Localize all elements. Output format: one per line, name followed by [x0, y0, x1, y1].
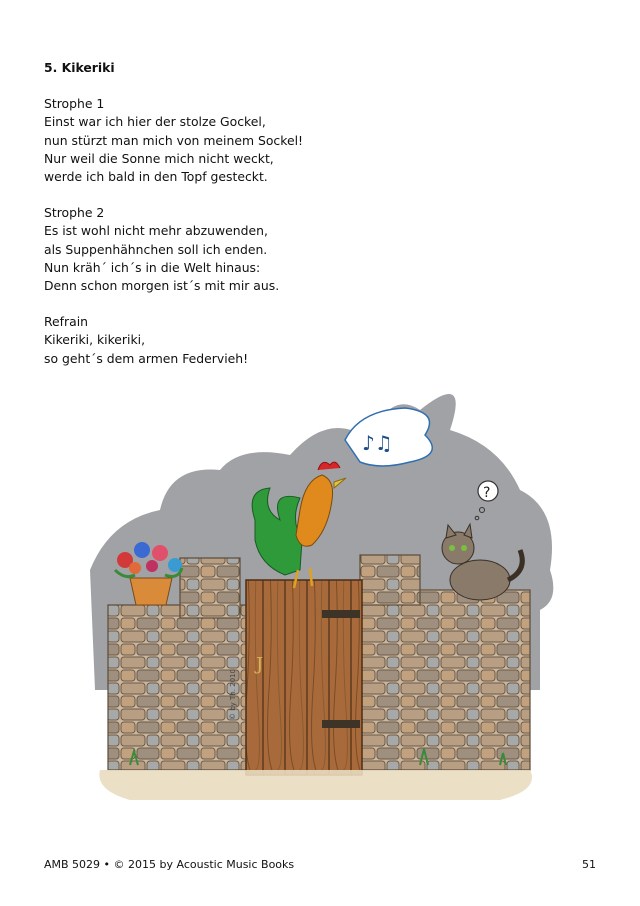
- song-title: 5. Kikeriki: [44, 60, 115, 75]
- stanza-heading: Refrain: [44, 314, 89, 330]
- footer-credit: AMB 5029 • © 2015 by Acoustic Music Books: [44, 858, 295, 871]
- illustration-rooster-on-wall: [0, 370, 640, 830]
- question-mark: ?: [483, 485, 491, 501]
- lyric-line: werde ich bald in den Topf gesteckt.: [44, 169, 268, 185]
- lyric-line: nun stürzt man mich von meinem Sockel!: [44, 132, 303, 148]
- page-number: 51: [582, 858, 596, 871]
- stanza-2: [44, 204, 604, 295]
- lyric-line: Es ist wohl nicht mehr abzuwenden,: [44, 223, 268, 239]
- lyric-line: Denn schon morgen ist´s mit mir aus.: [44, 278, 280, 294]
- lyric-line: Kikeriki, kikeriki,: [44, 332, 146, 348]
- stanza-heading: Strophe 2: [44, 205, 105, 221]
- lyric-line: Nun kräh´ ich´s in die Welt hinaus:: [44, 259, 261, 275]
- refrain: [44, 313, 604, 368]
- lyric-line: so geht´s dem armen Federvieh!: [44, 350, 249, 366]
- svg-text:♪♫: ♪♫: [362, 431, 393, 455]
- lyric-line: als Suppenhähnchen soll ich enden.: [44, 241, 268, 257]
- stanza-heading: Strophe 1: [44, 96, 105, 112]
- lyrics-block: [44, 59, 604, 386]
- artist-signature: © by Th. 2010: [229, 668, 237, 720]
- stanza-1: [44, 95, 604, 186]
- lyric-line: Nur weil die Sonne mich nicht weckt,: [44, 150, 274, 166]
- music-note-bubble: [345, 408, 432, 466]
- lyric-line: Einst war ich hier der stolze Gockel,: [44, 114, 266, 130]
- svg-text:J: J: [256, 654, 264, 675]
- wooden-gate: [246, 580, 362, 775]
